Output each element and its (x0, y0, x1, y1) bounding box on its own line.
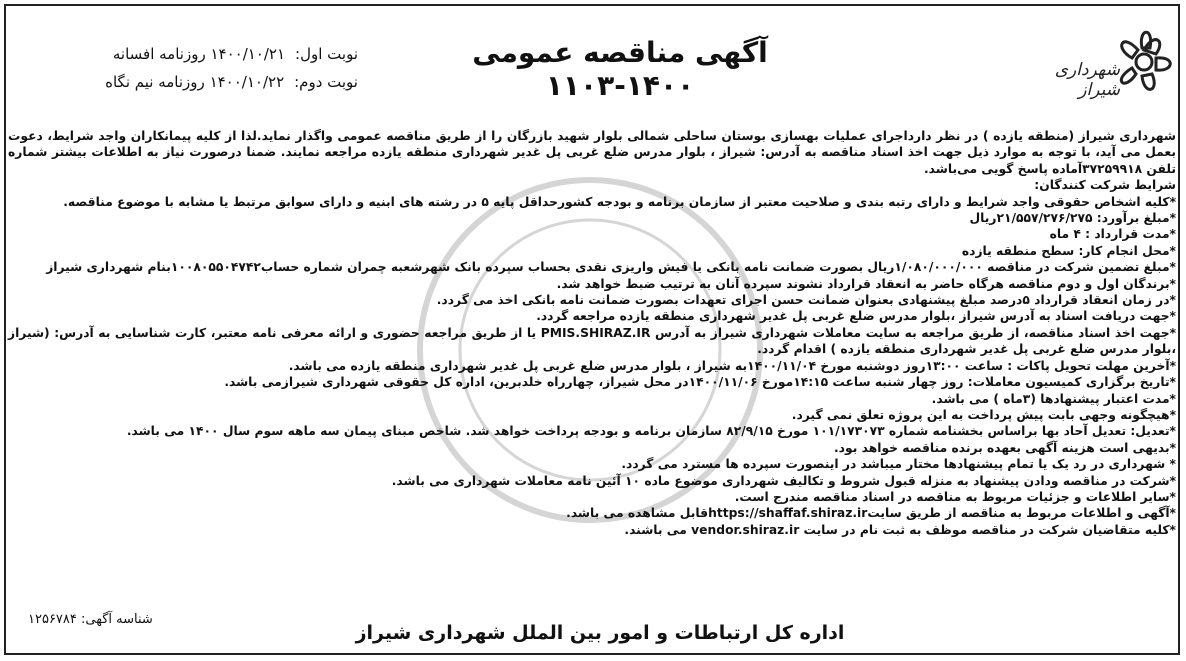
condition-item: *مدت قرارداد : ۴ ماه (1049, 227, 1176, 242)
publication-dates (28, 40, 358, 96)
condition-item: * شهرداری در رد یک یا تمام پیشنهادها مختار میباشد در اینصورت سپرده ها مسترد می گردد. (621, 457, 1176, 472)
condition-item: *جهت اخذ اسناد مناقصه، از طریق مراجعه به سایت معاملات شهرداری شیراز به آدرس PMIS.SHIRAZ.IR یا از طریق مراجعه حضوری و ارائه معرفی نامه معتبر، کارت شناسایی به آدرس: (شیراز ،بلوار مدرس ضلع غربی پل غدیر شهرداری منطقه یازده ) اقدام گردد. (8, 325, 1176, 357)
condition-item: *شرکت در مناقصه ودادن پیشنهاد به منزله قبول شروط و تکالیف شهرداری موضوع ماده ۱۰ آئین نامه معاملات شهرداری می باشد. (391, 473, 1176, 488)
conditions-heading: شرایط شرکت کنندگان: (1034, 178, 1176, 193)
publication-first (28, 40, 358, 68)
condition-item: *جهت دریافت اسناد به آدرس شیراز ،بلوار مدرس ضلع غربی پل غدیر شهرداری منطقه یازده مراجعه گردد. (536, 309, 1176, 324)
condition-item: *کلیه متقاضیان شرکت در مناقصه موظف به ثبت نام در سایت vendor.shiraz.ir می باشند. (624, 522, 1176, 537)
condition-item: *آخرین مهلت تحویل پاکات : ساعت ۱۳:۰۰روز دوشنبه مورخ ۱۴۰۰/۱۱/۰۴به شیراز ، بلوار مدرس ضلع غربی پل غدیر شهرداری منطقه یازده می باشد. (288, 358, 1176, 373)
condition-item: *آگهی و اطلاعات مربوط به مناقصه از طریق سایتhttps://shaffaf.shiraz.irقابل مشاهده می باشد. (566, 506, 1176, 521)
condition-item: *بدیهی است هزینه آگهی بعهده برنده مناقصه خواهد بود. (834, 440, 1176, 455)
ad-title: آگهی مناقصه عمومی ۱۴۰۰-۱۱۰۳ (472, 36, 768, 102)
pub2-label: نوبت دوم: (294, 73, 358, 91)
condition-item: *تاریخ برگزاری کمیسیون معاملات: روز چهار شنبه ساعت ۱۴:۱۵مورخ ۱۴۰۰/۱۱/۰۶در محل شیراز، چهارراه خلدبرین، اداره کل حقوقی شهرداری شیرازمی باشد. (224, 375, 1176, 390)
pub1-value: ۱۴۰۰/۱۰/۲۱ روزنامه افسانه (112, 45, 286, 63)
condition-item: *سایر اطلاعات و جزئیات مربوط به مناقصه در اسناد مناقصه مندرج است. (734, 489, 1176, 504)
condition-item: *مبلغ تضمین شرکت در مناقصه ۱/۰۸۰/۰۰۰/۰۰۰ریال بصورت ضمانت نامه بانکی یا فیش واریزی نقدی بحساب سپرده بانک شهرشعبه چمران شماره حساب۱۰۰۸۰۵۵۰۴۷۴۲بنام شهرداری شیراز (46, 260, 1176, 275)
condition-item: *محل انجام کار: سطح منطقه یازده (961, 243, 1176, 258)
pub2-value: ۱۴۰۰/۱۰/۲۲ روزنامه نیم نگاه (105, 73, 285, 91)
condition-item: *تعدیل: تعدیل آحاد بها براساس بخشنامه شماره ۱۰۱/۱۷۳۰۷۳ مورخ ۸۲/۹/۱۵ سازمان برنامه و بودجه پرداخت خواهد شد. شاخص مبنای پیمان سه ماهه سوم سال ۱۴۰۰ می باشد. (126, 424, 1176, 439)
shiraz-municipality-logo (1026, 12, 1176, 112)
publication-second (28, 68, 358, 96)
condition-item: *مبلغ برآورد: ۲۱/۵۵۷/۲۷۶/۲۷۵ریال (969, 211, 1176, 226)
condition-item: *برندگان اول و دوم مناقصه هرگاه حاضر به انعقاد قرارداد نشوند سپرده آنان به ترتیب ضبط خواهد شد. (556, 276, 1176, 291)
condition-item: *در زمان انعقاد قرارداد ۵درصد مبلغ پیشنهادی بعنوان ضمانت حسن اجرای تعهدات بصورت ضمانت نامه بانکی اخذ می گردد. (436, 293, 1176, 308)
intro-paragraph: شهرداری شیراز (منطقه یازده ) در نظر دارداجرای عملیات بهسازی بوستان ساحلی شمالی بلوار شهید بازرگان را از طریق مناقصه عمومی واگذار نماید.لذا از کلیه پیمانکاران واجد شرایط، دعوت بعمل می آید، با توجه به موارد ذیل جهت اخذ اسناد مناقصه به آدرس: شیراز ، بلوار مدرس ضلع غربی پل غدیر شهرداری منطقه یازده مراجعه نمایند. ضمنا درصورت نیاز به اطلاعات بیشتر شماره تلفن ۳۷۲۵۹۹۱۸آماده پاسخ گویی می‌باشد. (8, 129, 1176, 176)
condition-item: *هیچگونه وجهی بابت پیش پرداخت به این پروژه تعلق نمی گیرد. (791, 407, 1176, 422)
pub1-label: نوبت اول: (295, 45, 358, 63)
ad-header (0, 0, 1186, 118)
ad-body (8, 128, 1176, 538)
ad-tracking-id: شناسه آگهی: ۱۲۵۶۷۸۴ (28, 612, 153, 627)
condition-item: *کلیه اشخاص حقوقی واجد شرایط و دارای رتبه بندی و صلاحیت معتبر از سازمان برنامه و بودجه کشورحداقل پایه ۵ در رشته های ابنیه و دارای سوابق مرتبط یا مشابه با موضوع مناقصه. (63, 194, 1176, 209)
ad-footer: اداره کل ارتباطات و امور بین الملل شهرداری شیراز (355, 622, 845, 644)
logo-text: شهرداری شیراز (1054, 60, 1120, 100)
condition-item: *مدت اعتبار پیشنهادها (۳ماه ) می باشد. (931, 391, 1176, 406)
